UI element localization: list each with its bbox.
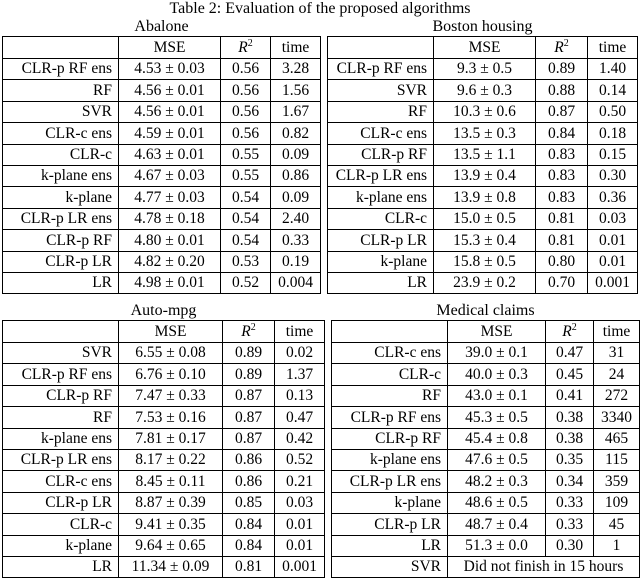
mse-cell: 10.3 ± 0.6: [434, 101, 536, 122]
mse-cell: 9.6 ± 0.3: [434, 80, 536, 101]
time-cell: 24: [594, 364, 640, 385]
r2-cell: 0.56: [221, 123, 271, 144]
mse-cell: 8.87 ± 0.39: [119, 492, 223, 513]
r2-cell: 0.38: [546, 407, 594, 428]
r2-cell: 0.88: [536, 80, 588, 101]
table-row: [328, 230, 638, 251]
table-row: [328, 187, 638, 208]
table-row: [332, 385, 640, 406]
header-r2-base: R: [238, 38, 248, 56]
r2-cell: 0.54: [221, 187, 271, 208]
time-cell: 109: [594, 492, 640, 513]
r2-cell: 0.83: [536, 187, 588, 208]
table-row: [328, 208, 638, 229]
table-row: [3, 449, 325, 470]
r2-cell: 0.45: [546, 364, 594, 385]
table-row: [332, 364, 640, 385]
table-row: [332, 428, 640, 449]
table-row: [3, 59, 321, 80]
mse-cell: 47.6 ± 0.5: [448, 449, 546, 470]
r2-cell: 0.85: [223, 492, 275, 513]
table-row: [3, 251, 321, 272]
header-r2: [546, 321, 594, 343]
r2-cell: 0.54: [221, 230, 271, 251]
table-row: [328, 123, 638, 144]
table-row: [3, 428, 325, 449]
mse-cell: 9.64 ± 0.65: [119, 535, 223, 556]
header-time: time: [594, 321, 640, 343]
table-row: [3, 187, 321, 208]
header-r2: [221, 37, 271, 59]
table-row: [332, 449, 640, 470]
time-cell: 3340: [594, 407, 640, 428]
time-cell: 0.01: [588, 230, 638, 251]
header-row: [332, 321, 640, 343]
method-cell: LR: [3, 272, 119, 293]
time-cell: 115: [594, 449, 640, 470]
header-r2-base: R: [241, 322, 251, 340]
table-caption: Table 2: Evaluation of the proposed algorithms: [169, 0, 471, 17]
r2-cell: 0.30: [546, 535, 594, 556]
mse-cell: 13.5 ± 1.1: [434, 144, 536, 165]
method-cell: LR: [3, 556, 119, 577]
time-cell: 2.40: [271, 208, 321, 229]
table-row: [3, 101, 321, 122]
method-cell: CLR-c: [3, 144, 119, 165]
r2-cell: 0.84: [223, 535, 275, 556]
time-cell: 0.004: [271, 272, 321, 293]
method-cell: CLR-p LR ens: [332, 471, 448, 492]
r2-cell: 0.81: [223, 556, 275, 577]
r2-cell: 0.53: [221, 251, 271, 272]
method-cell: k-plane: [3, 535, 119, 556]
r2-cell: 0.81: [536, 208, 588, 229]
r2-cell: 0.33: [546, 492, 594, 513]
method-cell: CLR-p LR ens: [3, 449, 119, 470]
method-cell: CLR-p RF: [328, 144, 434, 165]
r2-cell: 0.80: [536, 251, 588, 272]
header-r2-exponent: 2: [247, 37, 253, 49]
table-row: [3, 385, 325, 406]
time-cell: 0.14: [588, 80, 638, 101]
r2-cell: 0.55: [221, 144, 271, 165]
mse-cell: 15.3 ± 0.4: [434, 230, 536, 251]
header-empty-cell: [3, 321, 119, 343]
mse-cell: 15.8 ± 0.5: [434, 251, 536, 272]
time-cell: 0.09: [271, 187, 321, 208]
method-cell: CLR-p RF: [332, 428, 448, 449]
r2-cell: 0.84: [223, 514, 275, 535]
time-cell: 465: [594, 428, 640, 449]
method-cell: CLR-c ens: [3, 471, 119, 492]
header-r2-exponent: 2: [563, 37, 569, 49]
r2-cell: 0.56: [221, 101, 271, 122]
table-row: [3, 230, 321, 251]
mse-cell: 45.3 ± 0.5: [448, 407, 546, 428]
header-mse: MSE: [448, 321, 546, 343]
method-cell: CLR-c: [3, 514, 119, 535]
time-cell: 0.21: [275, 471, 325, 492]
mse-cell: 9.3 ± 0.5: [434, 59, 536, 80]
method-cell: k-plane ens: [3, 165, 119, 186]
mse-cell: 6.76 ± 0.10: [119, 364, 223, 385]
method-cell: CLR-c ens: [3, 123, 119, 144]
method-cell: SVR: [332, 556, 448, 577]
time-cell: 0.13: [275, 385, 325, 406]
mse-cell: 4.56 ± 0.01: [119, 80, 221, 101]
table-row: [328, 144, 638, 165]
r2-cell: 0.87: [223, 385, 275, 406]
table-row: [328, 59, 638, 80]
table-row: [3, 208, 321, 229]
method-cell: k-plane ens: [332, 449, 448, 470]
medical-claims-title: Medical claims: [436, 302, 535, 319]
mse-cell: 13.5 ± 0.3: [434, 123, 536, 144]
mse-cell: 4.80 ± 0.01: [119, 230, 221, 251]
header-r2-exponent: 2: [250, 321, 256, 333]
time-cell: 0.47: [275, 407, 325, 428]
note-cell: Did not finish in 15 hours: [448, 556, 640, 577]
mse-cell: 4.63 ± 0.01: [119, 144, 221, 165]
mse-cell: 4.82 ± 0.20: [119, 251, 221, 272]
method-cell: CLR-p RF ens: [332, 407, 448, 428]
mse-cell: 8.45 ± 0.11: [119, 471, 223, 492]
r2-cell: 0.47: [546, 343, 594, 364]
time-cell: 0.82: [271, 123, 321, 144]
boston-housing-title: Boston housing: [432, 18, 533, 35]
method-cell: k-plane ens: [3, 428, 119, 449]
header-r2-base: R: [562, 322, 572, 340]
table-row: [3, 80, 321, 101]
time-cell: 0.19: [271, 251, 321, 272]
mse-cell: 4.56 ± 0.01: [119, 101, 221, 122]
time-cell: 1.56: [271, 80, 321, 101]
r2-cell: 0.89: [223, 364, 275, 385]
time-cell: 0.03: [588, 208, 638, 229]
table-row: [328, 165, 638, 186]
table-row: [3, 471, 325, 492]
time-cell: 1.37: [275, 364, 325, 385]
r2-cell: 0.52: [221, 272, 271, 293]
r2-cell: 0.87: [536, 101, 588, 122]
r2-cell: 0.86: [223, 471, 275, 492]
header-time: time: [588, 37, 638, 59]
mse-cell: 48.7 ± 0.4: [448, 514, 546, 535]
mse-cell: 4.78 ± 0.18: [119, 208, 221, 229]
time-cell: 0.50: [588, 101, 638, 122]
mse-cell: 45.4 ± 0.8: [448, 428, 546, 449]
mse-cell: 39.0 ± 0.1: [448, 343, 546, 364]
mse-cell: 7.47 ± 0.33: [119, 385, 223, 406]
method-cell: CLR-c ens: [328, 123, 434, 144]
r2-cell: 0.86: [223, 449, 275, 470]
method-cell: CLR-c: [332, 364, 448, 385]
method-cell: CLR-p LR: [3, 251, 119, 272]
method-cell: CLR-p LR: [332, 514, 448, 535]
time-cell: 45: [594, 514, 640, 535]
mse-cell: 13.9 ± 0.4: [434, 165, 536, 186]
method-cell: CLR-p LR: [3, 492, 119, 513]
time-cell: 1.40: [588, 59, 638, 80]
method-cell: RF: [328, 101, 434, 122]
r2-cell: 0.34: [546, 471, 594, 492]
method-cell: CLR-p LR ens: [328, 165, 434, 186]
time-cell: 0.15: [588, 144, 638, 165]
time-cell: 0.02: [275, 343, 325, 364]
method-cell: RF: [332, 385, 448, 406]
method-cell: k-plane ens: [328, 187, 434, 208]
method-cell: CLR-p LR ens: [3, 208, 119, 229]
mse-cell: 4.59 ± 0.01: [119, 123, 221, 144]
header-empty-cell: [3, 37, 119, 59]
method-cell: CLR-p RF: [3, 230, 119, 251]
abalone-table: [2, 36, 321, 294]
r2-cell: 0.89: [536, 59, 588, 80]
r2-cell: 0.70: [536, 272, 588, 293]
header-time: time: [275, 321, 325, 343]
time-cell: 0.30: [588, 165, 638, 186]
header-r2: [536, 37, 588, 59]
mse-cell: 7.81 ± 0.17: [119, 428, 223, 449]
method-cell: CLR-p RF ens: [3, 364, 119, 385]
mse-cell: 8.17 ± 0.22: [119, 449, 223, 470]
table-row: [328, 80, 638, 101]
header-row: [3, 321, 325, 343]
r2-cell: 0.89: [223, 343, 275, 364]
time-cell: 31: [594, 343, 640, 364]
time-cell: 0.09: [271, 144, 321, 165]
r2-cell: 0.38: [546, 428, 594, 449]
table-row: [328, 101, 638, 122]
mse-cell: 43.0 ± 0.1: [448, 385, 546, 406]
mse-cell: 48.2 ± 0.3: [448, 471, 546, 492]
table-row: [3, 556, 325, 577]
r2-cell: 0.87: [223, 428, 275, 449]
mse-cell: 4.67 ± 0.03: [119, 165, 221, 186]
method-cell: SVR: [3, 101, 119, 122]
table-row: [3, 123, 321, 144]
time-cell: 0.01: [588, 251, 638, 272]
time-cell: 0.86: [271, 165, 321, 186]
table-row: [3, 144, 321, 165]
header-r2-base: R: [554, 38, 564, 56]
time-cell: 272: [594, 385, 640, 406]
table-row: [332, 407, 640, 428]
mse-cell: 13.9 ± 0.8: [434, 187, 536, 208]
header-r2: [223, 321, 275, 343]
table-row: [332, 471, 640, 492]
r2-cell: 0.81: [536, 230, 588, 251]
table-row: [3, 407, 325, 428]
table-row: [3, 514, 325, 535]
medical-claims-table: [331, 320, 640, 578]
r2-cell: 0.54: [221, 208, 271, 229]
time-cell: 0.36: [588, 187, 638, 208]
r2-cell: 0.56: [221, 59, 271, 80]
time-cell: 1.67: [271, 101, 321, 122]
method-cell: CLR-c: [328, 208, 434, 229]
mse-cell: 9.41 ± 0.35: [119, 514, 223, 535]
r2-cell: 0.35: [546, 449, 594, 470]
method-cell: SVR: [328, 80, 434, 101]
mse-cell: 4.98 ± 0.01: [119, 272, 221, 293]
table-row: [332, 343, 640, 364]
mse-cell: 4.53 ± 0.03: [119, 59, 221, 80]
r2-cell: 0.87: [223, 407, 275, 428]
header-mse: MSE: [119, 321, 223, 343]
header-empty-cell: [328, 37, 434, 59]
method-cell: CLR-p LR: [328, 230, 434, 251]
table-row: [3, 343, 325, 364]
time-cell: 0.01: [275, 514, 325, 535]
mse-cell: 40.0 ± 0.3: [448, 364, 546, 385]
mse-cell: 7.53 ± 0.16: [119, 407, 223, 428]
table-row: [332, 492, 640, 513]
time-cell: 0.001: [588, 272, 638, 293]
time-cell: 0.42: [275, 428, 325, 449]
mse-cell: 51.3 ± 0.0: [448, 535, 546, 556]
mse-cell: 11.34 ± 0.09: [119, 556, 223, 577]
table-row: [3, 535, 325, 556]
table-row: [328, 272, 638, 293]
time-cell: 0.33: [271, 230, 321, 251]
time-cell: 0.01: [275, 535, 325, 556]
table-row: [3, 364, 325, 385]
mse-cell: 6.55 ± 0.08: [119, 343, 223, 364]
table-row: [3, 272, 321, 293]
abalone-table-block: [2, 18, 321, 294]
abalone-title: Abalone: [134, 18, 189, 35]
table-row: [332, 535, 640, 556]
method-cell: CLR-p RF ens: [328, 59, 434, 80]
header-mse: MSE: [119, 37, 221, 59]
time-cell: 1: [594, 535, 640, 556]
time-cell: 3.28: [271, 59, 321, 80]
method-cell: k-plane: [328, 251, 434, 272]
header-row: [328, 37, 638, 59]
method-cell: CLR-p RF ens: [3, 59, 119, 80]
table-row: [332, 556, 640, 577]
mse-cell: 4.77 ± 0.03: [119, 187, 221, 208]
method-cell: SVR: [3, 343, 119, 364]
auto-mpg-title: Auto-mpg: [130, 302, 197, 319]
header-mse: MSE: [434, 37, 536, 59]
r2-cell: 0.83: [536, 165, 588, 186]
header-r2-exponent: 2: [571, 321, 577, 333]
mse-cell: 15.0 ± 0.5: [434, 208, 536, 229]
r2-cell: 0.84: [536, 123, 588, 144]
time-cell: 0.18: [588, 123, 638, 144]
method-cell: CLR-c ens: [332, 343, 448, 364]
boston-housing-table-block: [327, 18, 638, 294]
method-cell: RF: [3, 80, 119, 101]
time-cell: 359: [594, 471, 640, 492]
r2-cell: 0.33: [546, 514, 594, 535]
mse-cell: 23.9 ± 0.2: [434, 272, 536, 293]
r2-cell: 0.41: [546, 385, 594, 406]
auto-mpg-table-block: [2, 302, 325, 578]
r2-cell: 0.56: [221, 80, 271, 101]
table-row: [328, 251, 638, 272]
time-cell: 0.001: [275, 556, 325, 577]
boston-housing-table: [327, 36, 638, 294]
method-cell: LR: [328, 272, 434, 293]
header-row: [3, 37, 321, 59]
method-cell: k-plane: [3, 187, 119, 208]
header-empty-cell: [332, 321, 448, 343]
time-cell: 0.52: [275, 449, 325, 470]
table-row: [3, 165, 321, 186]
time-cell: 0.03: [275, 492, 325, 513]
method-cell: CLR-p RF: [3, 385, 119, 406]
auto-mpg-table: [2, 320, 325, 578]
method-cell: LR: [332, 535, 448, 556]
table-row: [3, 492, 325, 513]
r2-cell: 0.83: [536, 144, 588, 165]
method-cell: RF: [3, 407, 119, 428]
mse-cell: 48.6 ± 0.5: [448, 492, 546, 513]
header-time: time: [271, 37, 321, 59]
table-row: [332, 514, 640, 535]
medical-claims-table-block: [331, 302, 640, 578]
method-cell: k-plane: [332, 492, 448, 513]
r2-cell: 0.55: [221, 165, 271, 186]
